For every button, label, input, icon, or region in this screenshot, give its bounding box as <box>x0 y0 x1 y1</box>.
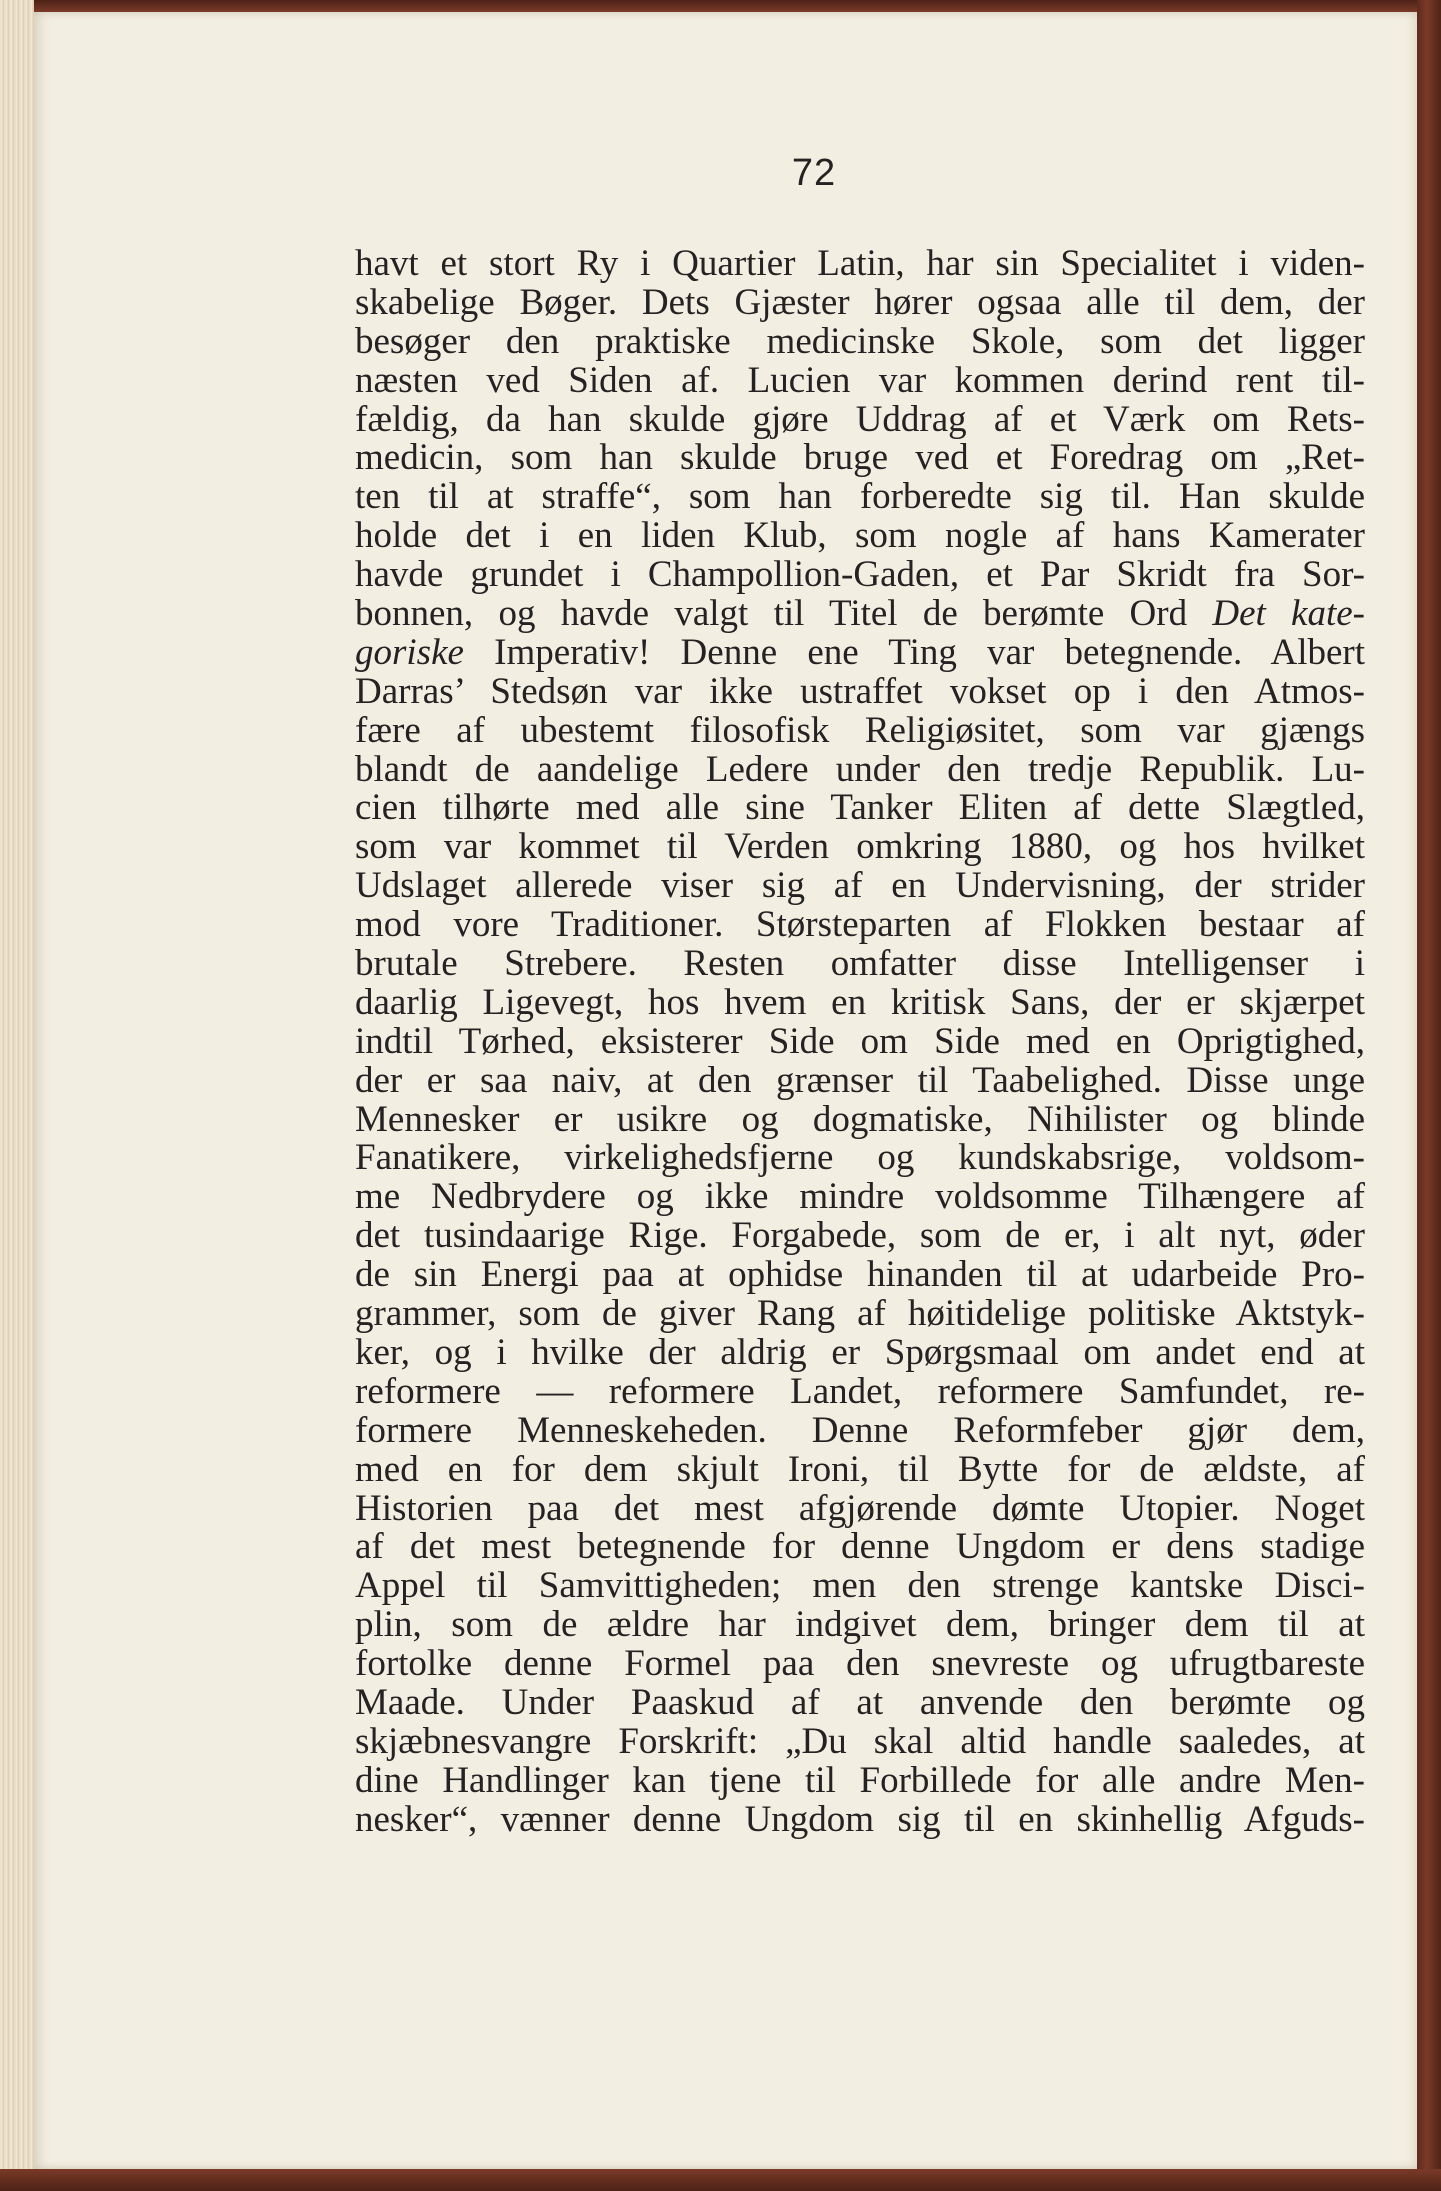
text-line: daarlig Ligevegt, hos hvem en kritisk Sans, der er skjærpet <box>355 981 1365 1023</box>
text-line: havt et stort Ry i Quartier Latin, har sin Specialitet i viden- <box>355 243 1365 284</box>
text-line: dine Handlinger kan tjene til Forbillede for alle andre Men- <box>355 1759 1365 1801</box>
text-line-with-italic-title <box>355 595 1365 634</box>
book-fore-edge <box>1417 0 1441 2191</box>
text-line: ker, og i hvilke der aldrig er Spørgsmaal om andet end at <box>355 1331 1365 1373</box>
text-line: næsten ved Siden af. Lucien var kommen derind rent til- <box>355 359 1365 401</box>
text-line: skjæbnesvangre Forskrift: „Du skal altid handle saaledes, at <box>355 1720 1365 1762</box>
text-line: det tusindaarige Rige. Forgabede, som de er, i alt nyt, øder <box>355 1215 1365 1257</box>
text-line: indtil Tørhed, eksisterer Side om Side med en Oprigtighed, <box>355 1020 1365 1062</box>
text-line: blandt de aandelige Ledere under den tredje Republik. Lu- <box>355 748 1365 790</box>
text-line: der er saa naiv, at den grænser til Taabelighed. Disse unge <box>355 1059 1365 1101</box>
text-line: medicin, som han skulde bruge ved et Foredrag om „Ret- <box>355 437 1365 479</box>
text-line: reformere — reformere Landet, reformere Samfundet, re- <box>355 1370 1365 1412</box>
text-line: med en for dem skjult Ironi, til Bytte for de ældste, af <box>355 1448 1365 1490</box>
book-binding-edge <box>0 0 34 2191</box>
italic-title-fragment: goriske <box>355 631 464 673</box>
text-line: holde det i en liden Klub, som nogle af hans Kamerater <box>355 515 1365 557</box>
book-bottom-edge <box>0 2169 1441 2191</box>
italic-title-fragment: Det kate- <box>1212 593 1365 635</box>
book-page <box>34 12 1417 2169</box>
text-line: de sin Energi paa at ophidse hinanden til at udarbeide Pro- <box>355 1254 1365 1296</box>
page-number: 72 <box>791 152 837 194</box>
text-line: havde grundet i Champollion-Gaden, et Par Skridt fra Sor- <box>355 554 1365 596</box>
text-line: formere Menneskeheden. Denne Reformfeber gjør dem, <box>355 1409 1365 1451</box>
text-line: skabelige Bøger. Dets Gjæster hører ogsaa alle til dem, der <box>355 281 1365 323</box>
text-line: Fanatikere, virkelighedsfjerne og kundskabsrige, voldsom- <box>355 1137 1365 1179</box>
text-line: fære af ubestemt filosofisk Religiøsitet, som var gjængs <box>355 709 1365 751</box>
text-line: Udslaget allerede viser sig af en Undervisning, der strider <box>355 865 1365 907</box>
text-line: Maade. Under Paaskud af at anvende den berømte og <box>355 1681 1365 1723</box>
text-line: cien tilhørte med alle sine Tanker Eliten af dette Slægtled, <box>355 787 1365 829</box>
text-line: som var kommet til Verden omkring 1880, og hos hvilket <box>355 826 1365 868</box>
text-line: Darras’ Stedsøn var ikke ustraffet vokset op i den Atmos- <box>355 670 1365 712</box>
text-line: fældig, da han skulde gjøre Uddrag af et Værk om Rets- <box>355 398 1365 440</box>
body-text <box>355 245 1365 1840</box>
text-line: ten til at straffe“, som han forberedte sig til. Han skulde <box>355 476 1365 518</box>
text-line: Historien paa det mest afgjørende dømte Utopier. Noget <box>355 1487 1365 1529</box>
text-line: Mennesker er usikre og dogmatiske, Nihilister og blinde <box>355 1098 1365 1140</box>
text-line: Appel til Samvittigheden; men den strenge kantske Disci- <box>355 1565 1365 1607</box>
text-line: grammer, som de giver Rang af høitidelige politiske Aktstyk- <box>355 1293 1365 1335</box>
text-line: me Nedbrydere og ikke mindre voldsomme Tilhængere af <box>355 1176 1365 1218</box>
book-top-edge <box>0 0 1441 12</box>
text-line: besøger den praktiske medicinske Skole, som det ligger <box>355 320 1365 362</box>
text-fragment: Imperativ! Denne ene Ting var betegnende. Albert <box>494 631 1365 673</box>
text-line: fortolke denne Formel paa den snevreste og ufrugtbareste <box>355 1643 1365 1685</box>
text-line: af det mest betegnende for denne Ungdom er dens stadige <box>355 1526 1365 1568</box>
text-line: brutale Strebere. Resten omfatter disse Intelligenser i <box>355 943 1365 985</box>
text-fragment: bonnen, og havde valgt til Titel de berømte Ord <box>355 593 1213 635</box>
text-line: mod vore Traditioner. Størsteparten af Flokken bestaar af <box>355 904 1365 946</box>
text-line: nesker“, vænner denne Ungdom sig til en skinhellig Afguds- <box>355 1798 1365 1840</box>
text-line: plin, som de ældre har indgivet dem, bringer dem til at <box>355 1604 1365 1646</box>
text-line-with-italic-title <box>355 631 1365 673</box>
